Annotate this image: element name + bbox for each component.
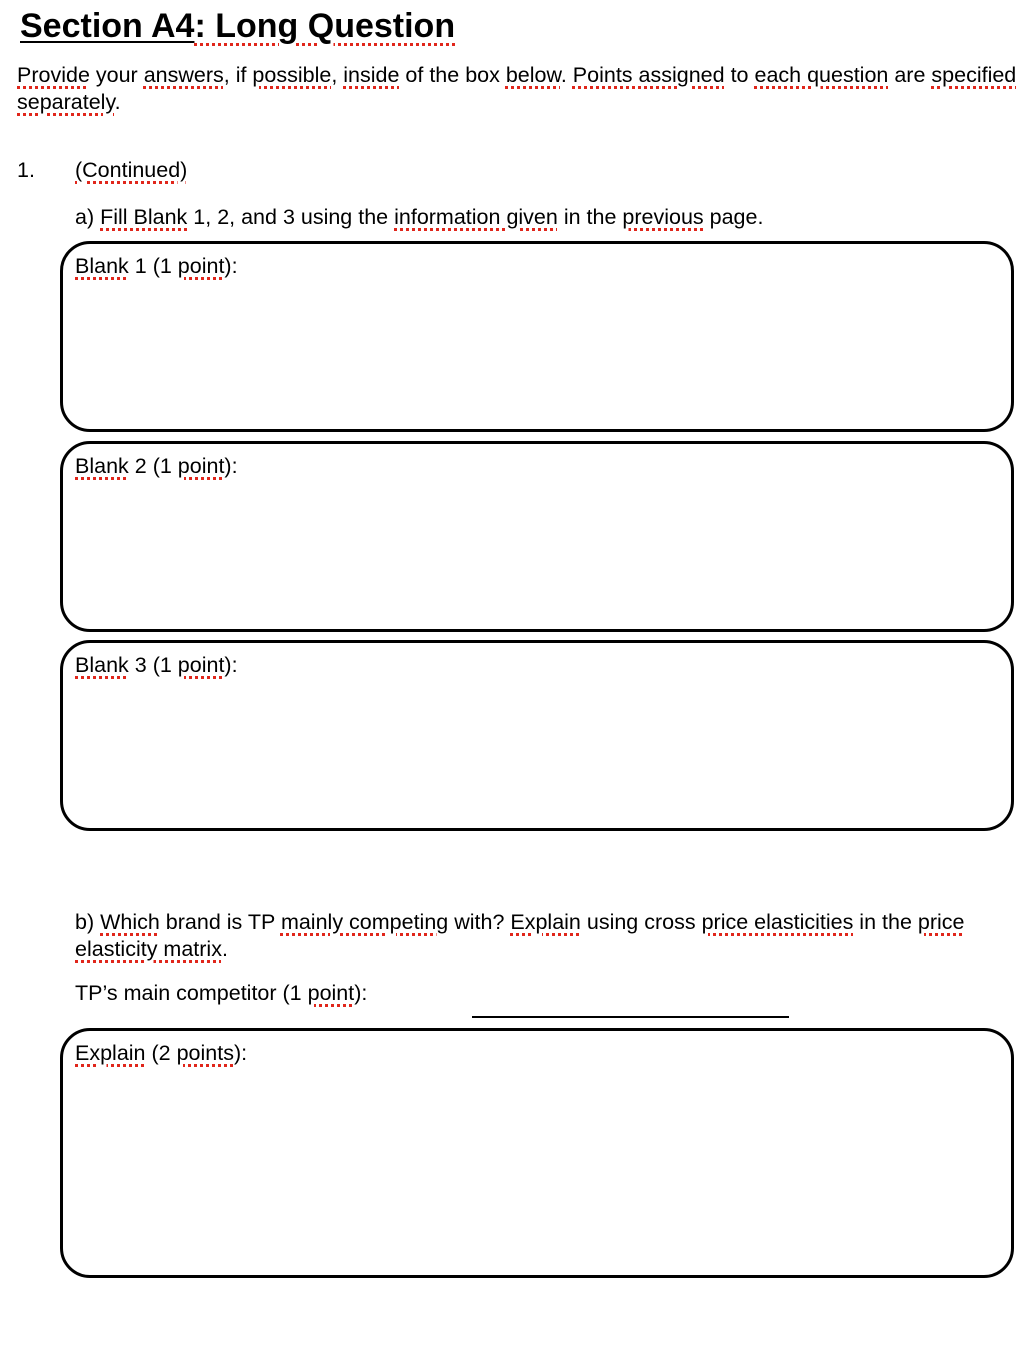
- explain-answer-box[interactable]: [60, 1028, 1014, 1278]
- section-title-suffix: : Long Question: [194, 7, 456, 45]
- blank-2-answer-box[interactable]: [60, 441, 1014, 632]
- main-competitor-label: TP’s main competitor (1 point):: [75, 981, 368, 1005]
- blank-2-label: Blank 2 (1 point):: [75, 454, 238, 478]
- blank-1-answer-box[interactable]: [60, 241, 1014, 432]
- blank-3-label: Blank 3 (1 point):: [75, 653, 238, 677]
- question-continued: (Continued): [75, 158, 188, 182]
- blank-1-label: Blank 1 (1 point):: [75, 254, 238, 278]
- section-title-prefix: Section A4: [20, 7, 195, 45]
- main-competitor-answer-line[interactable]: [472, 1016, 789, 1018]
- explain-label: Explain (2 points):: [75, 1041, 248, 1065]
- blank-3-answer-box[interactable]: [60, 640, 1014, 831]
- section-title: [20, 4, 455, 48]
- part-b-prompt: b) Which brand is TP mainly competing with? Explain using cross price elasticities in the price elasticity matrix.: [75, 910, 965, 961]
- part-a-prompt: a) Fill Blank 1, 2, and 3 using the information given in the previous page.: [75, 205, 764, 229]
- instructions-paragraph: Provide your answers, if possible, inside of the box below. Points assigned to each question are specified separately.: [17, 63, 1017, 114]
- question-number: 1.: [17, 158, 35, 182]
